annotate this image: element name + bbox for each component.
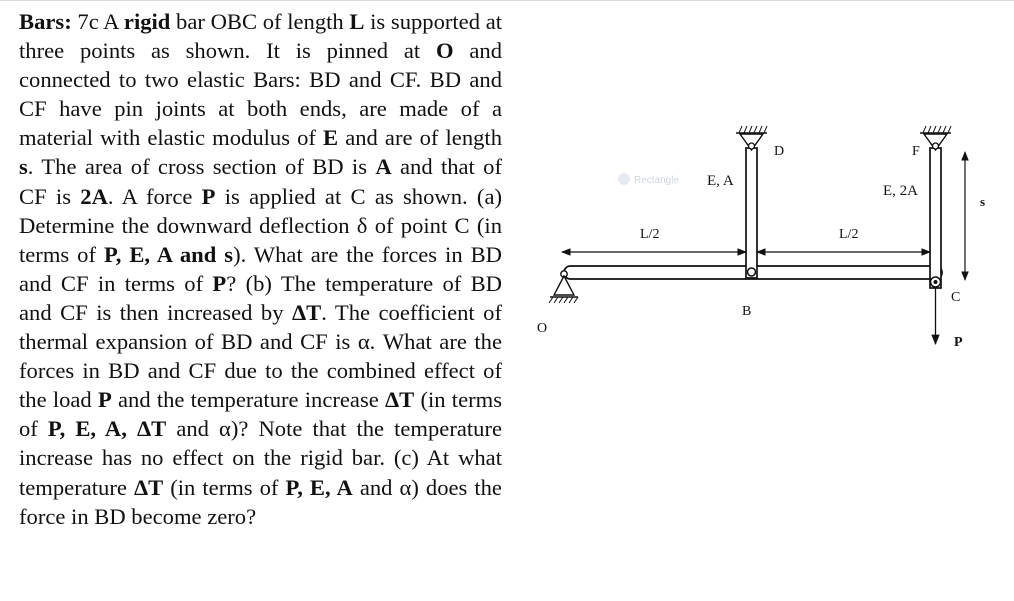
structure-diagram <box>520 100 1014 360</box>
label-bd-properties: E, A <box>707 173 734 189</box>
text-run-bold: P <box>201 183 216 209</box>
label-c: C <box>951 290 961 305</box>
text-run-bold: P <box>97 387 112 413</box>
text-run: and that of CF is <box>19 154 502 209</box>
text-run-bold: P <box>212 270 227 296</box>
text-run: and connected to two elastic Bars: BD and CF. BD and CF have pin joints at both ends, are made of a material with elastic modulus of <box>19 38 502 151</box>
text-run-bold: ΔT <box>291 299 322 325</box>
text-run: and α)? Note that the temperature increase has no effect on the rigid bar. (c) At what temperature <box>19 416 503 500</box>
text-run: is applied at C as shown. (a) Determine the downward deflection δ of point C (in terms of <box>19 183 502 267</box>
text-run: (in terms of <box>19 387 502 442</box>
text-run-bold: P, E, A, <box>47 416 127 442</box>
text-run-bold: O <box>435 38 454 64</box>
elastic-bar-cf <box>930 148 941 288</box>
label-cf-properties: E, 2A <box>883 183 918 199</box>
label-d: D <box>774 144 785 159</box>
text-run: bar OBC of length <box>170 9 350 34</box>
support-d <box>736 126 767 150</box>
text-run-bold: rigid <box>123 9 171 34</box>
text-run-bold: E <box>323 125 339 151</box>
label-half-left: L/2 <box>640 227 660 242</box>
text-run: and the temperature increase <box>111 387 385 413</box>
text-run: . The area of cross section of BD is <box>27 154 376 180</box>
label-p: P <box>954 335 963 350</box>
elastic-bar-bd <box>746 148 757 278</box>
text-run: is supported at three points as shown. It is pinned at <box>19 9 502 64</box>
support-f <box>920 126 951 150</box>
top-border-line <box>0 0 1014 1</box>
text-run-bold: P, E, A and s <box>103 241 234 267</box>
label-s: s <box>980 194 986 209</box>
label-half-right: L/2 <box>839 227 859 242</box>
text-run: (in terms of <box>163 474 286 500</box>
text-run-bold: ΔT <box>133 474 164 500</box>
text-run: ? (b) The temperature of BD and CF is then increased by <box>19 270 502 325</box>
text-run: and are of length <box>338 125 502 151</box>
ghost-rectangle-tag <box>618 173 679 186</box>
text-run: and α) does the force in BD become zero? <box>19 474 502 529</box>
label-o: O <box>537 321 548 336</box>
text-run-bold: A <box>375 154 392 180</box>
text-run-bold: s <box>19 154 28 180</box>
text-run-bold: L <box>349 9 365 34</box>
label-b: B <box>742 304 752 319</box>
text-run-bold: P, E, A <box>285 474 353 500</box>
text-run <box>127 416 137 441</box>
text-run-bold: 2A <box>80 183 108 209</box>
label-f: F <box>912 144 920 159</box>
text-run-bold: ΔT <box>385 387 415 413</box>
text-run: ). What are the forces in BD and CF in terms of <box>19 241 502 296</box>
text-run: . The coefficient of thermal expansion of BD and CF is α. What are the forces in BD and CF due to the combined effect of the load <box>19 299 503 413</box>
text-run-bold: ΔT <box>136 416 167 442</box>
text-run: . A force <box>107 183 202 209</box>
problem-statement <box>19 7 502 531</box>
ghost-label: Rectangle <box>634 175 680 186</box>
text-run: 7c A <box>71 9 124 34</box>
structure-figure <box>520 100 1014 360</box>
problem-heading: Bars: <box>19 9 72 34</box>
